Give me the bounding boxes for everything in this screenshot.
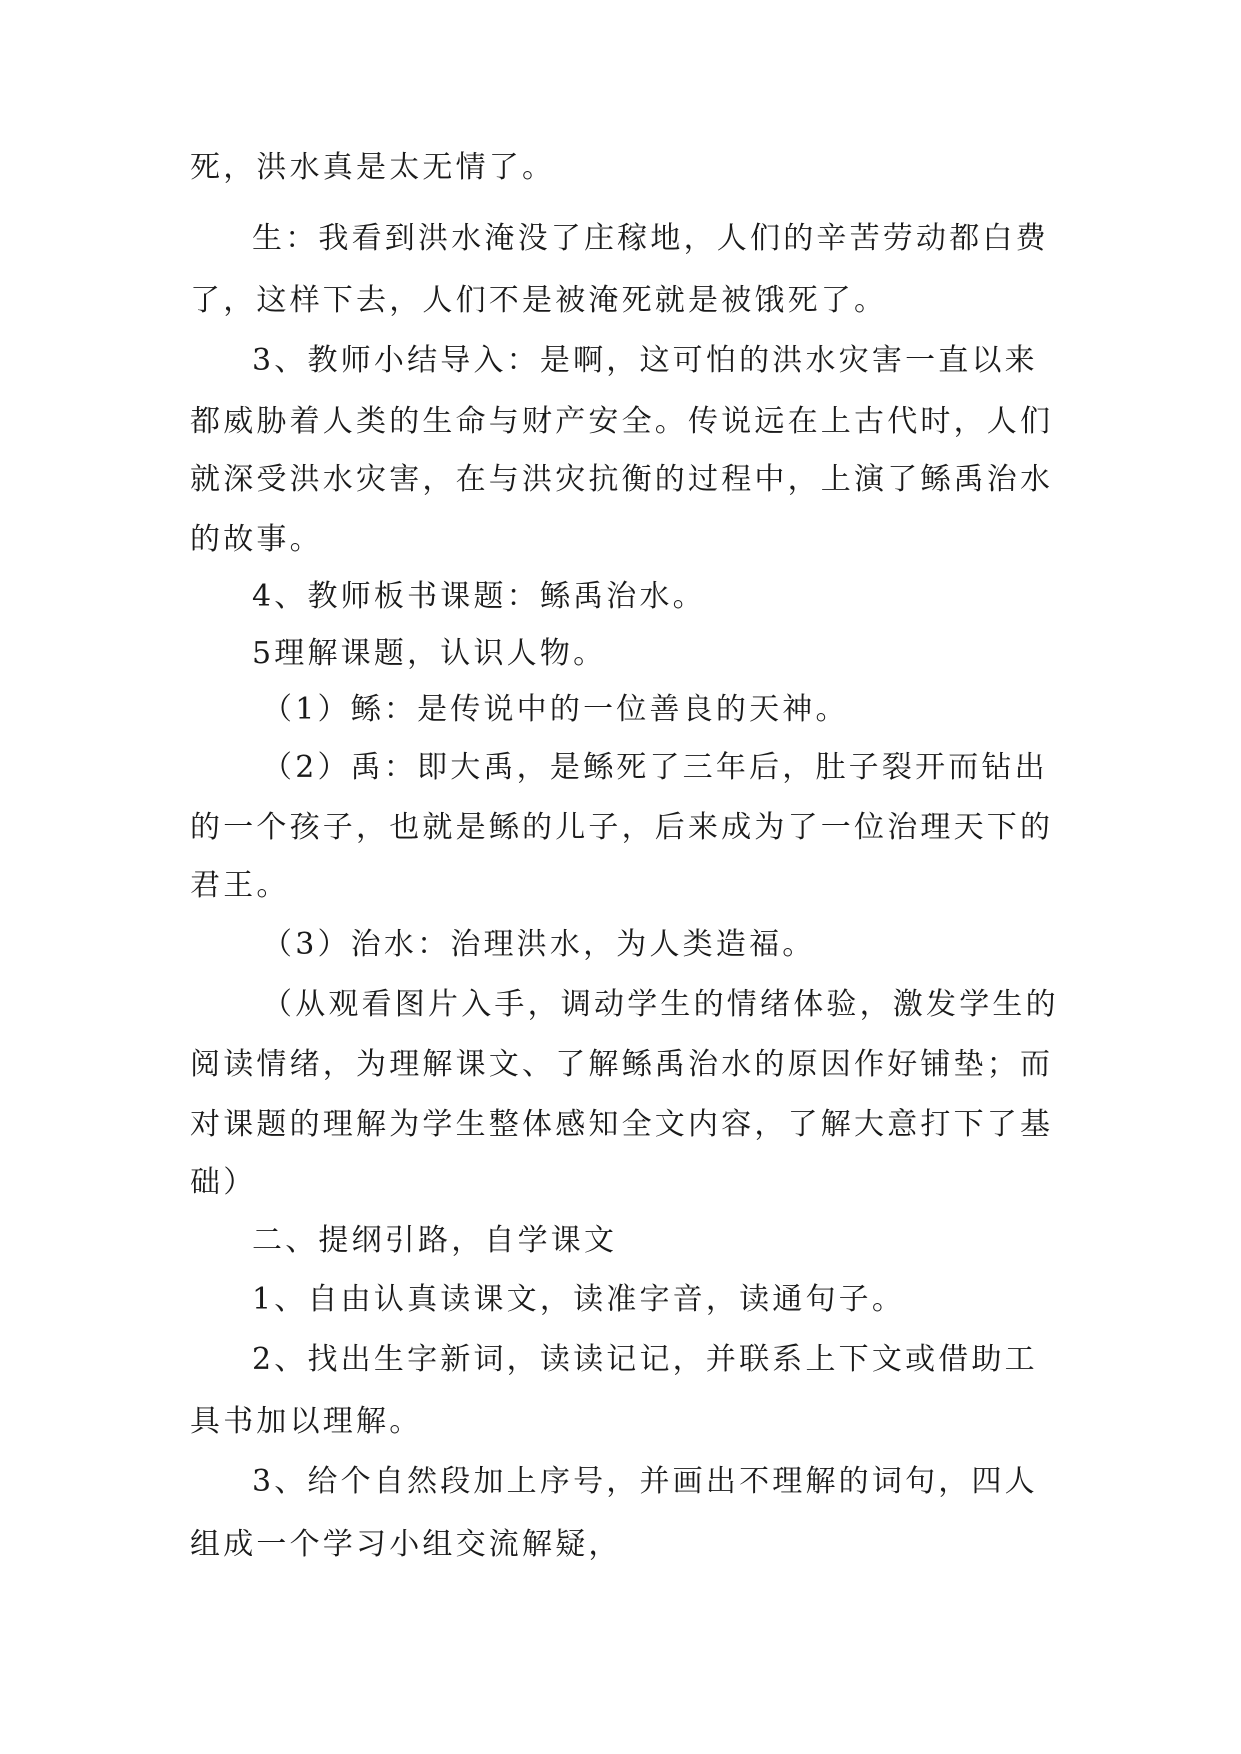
- text-line: 4、教师板书课题：鲧禹治水。: [252, 579, 706, 614]
- text-line: 5理解课题，认识人物。: [252, 636, 607, 671]
- text-line: 二、提纲引路，自学课文: [252, 1223, 618, 1258]
- text-line: 死，洪水真是太无情了。: [190, 150, 556, 185]
- text-line: 组成一个学习小组交流解疑，: [190, 1527, 622, 1562]
- text-line: 阅读情绪，为理解课文、了解鲧禹治水的原因作好铺垫；而: [190, 1047, 1054, 1082]
- text-line: 都威胁着人类的生命与财产安全。传说远在上古代时，人们: [190, 404, 1054, 439]
- text-line: （3）治水：治理洪水，为人类造福。: [262, 927, 816, 962]
- text-line: 的故事。: [190, 522, 323, 557]
- text-line: （1）鲧：是传说中的一位善良的天神。: [262, 692, 849, 727]
- text-line: 具书加以理解。: [190, 1404, 423, 1439]
- text-line: 了，这样下去，人们不是被淹死就是被饿死了。: [190, 283, 888, 318]
- text-line: （2）禹：即大禹，是鲧死了三年后，肚子裂开而钻出: [262, 750, 1048, 785]
- text-line: 3、给个自然段加上序号，并画出不理解的词句，四人: [252, 1464, 1038, 1499]
- text-line: 就深受洪水灾害，在与洪灾抗衡的过程中，上演了鲧禹治水: [190, 462, 1054, 497]
- text-line: 础）: [190, 1165, 257, 1200]
- text-line: 3、教师小结导入：是啊，这可怕的洪水灾害一直以来: [252, 343, 1038, 378]
- text-line: 的一个孩子，也就是鲧的儿子，后来成为了一位治理天下的: [190, 810, 1054, 845]
- text-line: 2、找出生字新词，读读记记，并联系上下文或借助工: [252, 1342, 1038, 1377]
- text-line: 生：我看到洪水淹没了庄稼地，人们的辛苦劳动都白费: [252, 221, 1049, 256]
- text-line: 对课题的理解为学生整体感知全文内容，了解大意打下了基: [190, 1107, 1054, 1142]
- text-line: 1、自由认真读课文，读准字音，读通句子。: [252, 1282, 906, 1317]
- text-line: 君王。: [190, 868, 290, 903]
- text-line: （从观看图片入手，调动学生的情绪体验，激发学生的: [262, 987, 1059, 1022]
